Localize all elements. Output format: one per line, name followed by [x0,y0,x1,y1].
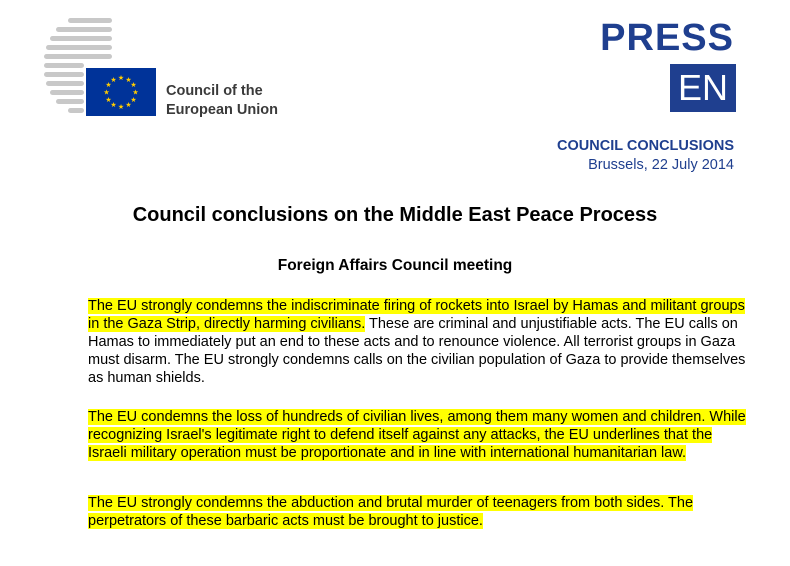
svg-text:★: ★ [103,88,110,97]
document-type: COUNCIL CONCLUSIONS [557,138,734,154]
svg-text:★: ★ [105,81,112,89]
paragraph-1 [88,297,748,387]
plain-text: These are criminal and unjustifiable acts. The EU calls on Hamas to immediately put an end to these acts and to renounce violence. All terrorist groups in Gaza must disarm. The EU strongly condemns calls on the civilian population of Gaza to provide themselves as human shields. [88,316,746,386]
svg-text:★: ★ [105,96,112,104]
paragraph-3 [88,494,748,530]
highlighted-text: The EU condemns the loss of hundreds of civilian lives, among them many women and children. While recognizing Israel's legitimate right to defend itself against any attacks, the EU underlines that the Israeli military operation must be proportionate and in line with international humanitarian law. [88,409,746,461]
document-title: Council conclusions on the Middle East Peace Process [132,204,658,226]
document-subtitle: Foreign Affairs Council meeting [277,257,513,274]
organization-line-2: European Union [166,102,278,118]
svg-text:★: ★ [125,101,132,109]
highlighted-text: The EU strongly condemns the indiscriminate firing of rockets into Israel by Hamas and militant groups in the Gaza Strip, directly harming civilians. [88,298,745,332]
organization-name [166,82,278,120]
svg-text:★: ★ [125,76,132,84]
press-label: PRESS [600,17,734,59]
council-building-logo [40,16,180,120]
svg-text:★: ★ [117,103,125,111]
svg-text:★: ★ [130,96,137,104]
place-date: Brussels, 22 July 2014 [588,157,734,173]
svg-text:★: ★ [117,74,125,82]
highlighted-text: The EU strongly condemns the abduction and brutal murder of teenagers from both sides. The perpetrators of these barbaric acts must be brought to justice. [88,495,694,529]
organization-line-1: Council of the [166,83,263,99]
council-logo [40,16,180,120]
svg-text:★: ★ [110,101,117,109]
paragraph-2 [88,408,748,462]
svg-text:★: ★ [110,76,117,84]
eu-flag-icon [86,68,156,116]
language-badge: EN [670,64,736,112]
svg-text:★: ★ [130,81,137,89]
svg-text:★: ★ [132,88,139,97]
